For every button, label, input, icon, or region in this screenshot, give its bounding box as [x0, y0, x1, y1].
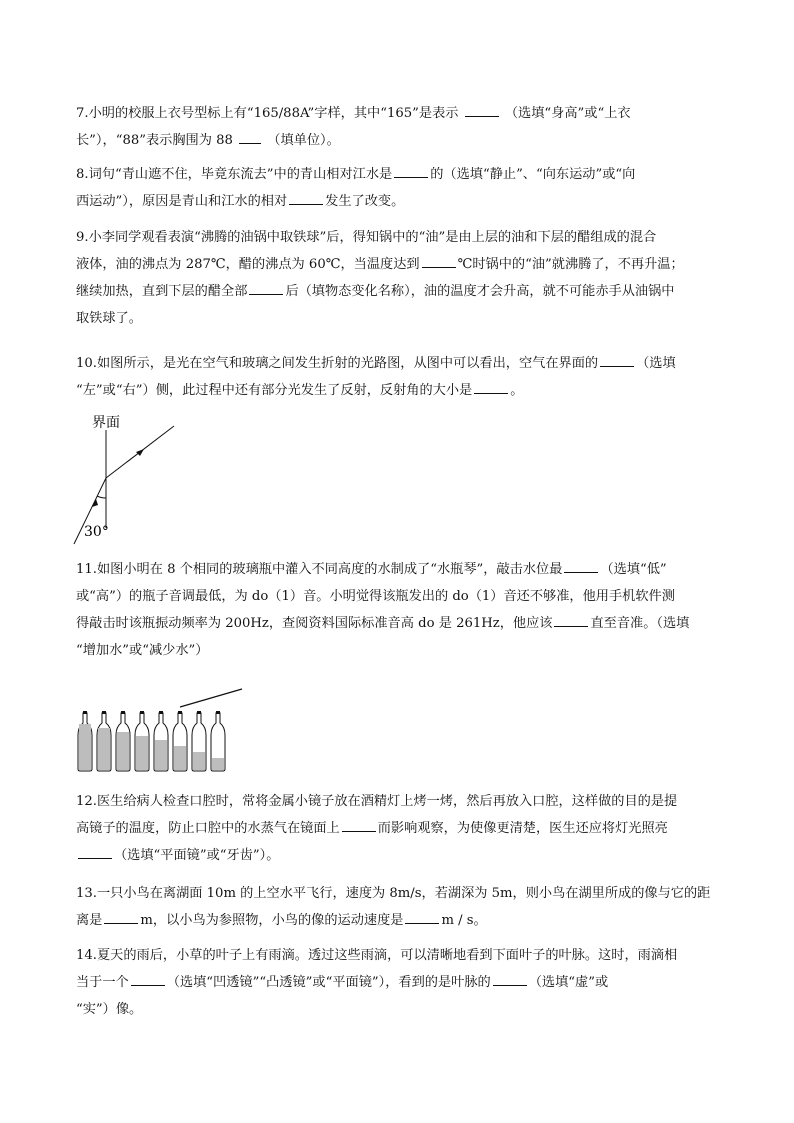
answer-blank: [342, 817, 376, 832]
water-bottles-diagram: [74, 685, 254, 777]
answer-blank: [394, 163, 428, 178]
bottle-water: [136, 736, 148, 770]
bottle-water: [79, 724, 91, 770]
answer-blank: [289, 190, 323, 205]
question-7: [76, 100, 724, 154]
question-10: [76, 350, 724, 404]
q14-text: 14.夏天的雨后，小草的叶子上有雨滴。透过这些雨滴，可以清晰地看到下面叶子的叶脉。这时，雨滴相: [76, 948, 678, 963]
bottle-water: [117, 732, 129, 770]
q11-text: （选填“低”: [600, 562, 667, 577]
bottle-water: [98, 728, 110, 770]
question-13: [76, 880, 724, 934]
q13-text: m / s。: [441, 913, 487, 928]
q7-text: 长”），“88”表示胸围为 88: [76, 133, 233, 148]
answer-blank: [493, 971, 527, 986]
q12-text: （选填“平面镜”或“牙齿”）。: [114, 848, 280, 863]
q8-text: 西运动”），原因是青山和江水的相对: [76, 194, 288, 209]
q14-text: （选填“虚”或: [528, 975, 609, 990]
answer-blank: [104, 909, 138, 924]
q9-text: 9.小李同学观看表演“沸腾的油锅中取铁球”后，得知锅中的“油”是由上层的油和下层的醋组成的混合: [76, 230, 657, 245]
q11-text: 得敲击时该瓶振动频率为 200Hz，查阅资料国际标准音高 do 是 261Hz，他应该: [76, 616, 553, 631]
q12-text: 而影响观察，为使像更清楚，医生还应将灯光照亮: [377, 821, 668, 836]
question-8: [76, 161, 724, 215]
q12-text: 12.医生给病人检查口腔时，常将金属小镜子放在酒精灯上烤一烤，然后再放入口腔，这样做的目的是提: [76, 794, 678, 809]
answer-blank: [422, 253, 456, 268]
q11-text: 或“高”）的瓶子音调最低，为 do（1）音。小明觉得该瓶发出的 do（1）音还不够准，他用手机软件测: [76, 589, 675, 604]
q7-text: 7.小明的校服上衣号型标上有“165/88A”字样，其中“165”是表示: [76, 106, 459, 121]
refracted-arrow: [136, 449, 144, 456]
q13-text: m，以小鸟为参照物，小鸟的像的运动速度是: [140, 913, 404, 928]
answer-blank: [78, 844, 112, 859]
question-9: [76, 224, 724, 332]
bottle-water: [174, 746, 186, 770]
bottle-cap: [159, 711, 163, 714]
interface-label: 界面: [92, 415, 120, 431]
q7-text: （选填“身高”或“上衣: [504, 106, 631, 121]
q14-text: “实”）像。: [76, 1002, 143, 1017]
answer-blank: [465, 102, 499, 117]
angle-arc: [97, 496, 106, 498]
q14-text: （选填“凹透镜”“凸透镜”或“平面镜”），看到的是叶脉的: [166, 975, 491, 990]
answer-blank: [600, 352, 634, 367]
angle-label: 30°: [84, 524, 109, 540]
q9-text: 继续加热，直到下层的醋全部: [76, 284, 248, 299]
bottle-cap: [197, 711, 201, 714]
q9-text: 液体，油的沸点为 287℃，醋的沸点为 60℃，当温度达到: [76, 257, 420, 272]
question-12: [76, 788, 724, 869]
q9-text: ℃时锅中的“油”就沸腾了，不再升温；: [457, 257, 684, 272]
bottle-cap: [102, 711, 106, 714]
q8-text: 的（选填“静止”、“向东运动”或“向: [430, 167, 636, 182]
bottle-water: [155, 740, 167, 770]
q11-text: 11.如图小明在 8 个相同的玻璃瓶中灌入不同高度的水制成了“水瓶琴”，敲击水位最: [76, 562, 563, 577]
q10-text: （选填: [636, 356, 676, 371]
q10-text: 。: [510, 383, 524, 398]
question-11: [76, 556, 724, 664]
question-14: [76, 942, 724, 1023]
q8-text: 发生了改变。: [325, 194, 405, 209]
q10-text: “左”或“右”）侧，此过程中还有部分光发生了反射，反射角的大小是: [76, 383, 473, 398]
bottle-cap: [178, 711, 182, 714]
answer-blank: [554, 612, 588, 627]
answer-blank: [249, 280, 283, 295]
q7-text: （填单位）。: [267, 133, 340, 148]
q11-text: “增加水”或“减少水”）: [76, 643, 209, 658]
bottle-water: [193, 752, 205, 770]
bottle-water: [212, 758, 224, 770]
q12-text: 高镜子的温度，防止口腔中的水蒸气在镜面上: [76, 821, 340, 836]
bottle-cap: [216, 711, 220, 714]
striking-stick: [180, 689, 242, 707]
refraction-diagram: [70, 408, 190, 548]
q10-text: 10.如图所示，是光在空气和玻璃之间发生折射的光路图，从图中可以看出，空气在界面的: [76, 356, 599, 371]
answer-blank: [239, 129, 261, 144]
answer-blank: [131, 971, 165, 986]
answer-blank: [474, 379, 508, 394]
q9-text: 后（填物态变化名称），油的温度才会升高，就不可能赤手从油锅中: [285, 284, 675, 299]
answer-blank: [405, 909, 439, 924]
q13-text: 13.一只小鸟在离湖面 10m 的上空水平飞行，速度为 8m/s，若湖深为 5m，则小鸟在湖里所成的像与它的距: [76, 886, 711, 901]
q14-text: 当于一个: [76, 975, 129, 990]
q13-text: 离是: [76, 913, 103, 928]
bottle-cap: [83, 711, 87, 714]
q8-text: 8.词句“青山遮不住，毕竟东流去”中的青山相对江水是: [76, 167, 393, 182]
bottle-cap: [121, 711, 125, 714]
answer-blank: [564, 558, 598, 573]
q11-text: 直至音准。（选填: [590, 616, 690, 631]
bottle-cap: [140, 711, 144, 714]
q9-text: 取铁球了。: [76, 311, 142, 326]
